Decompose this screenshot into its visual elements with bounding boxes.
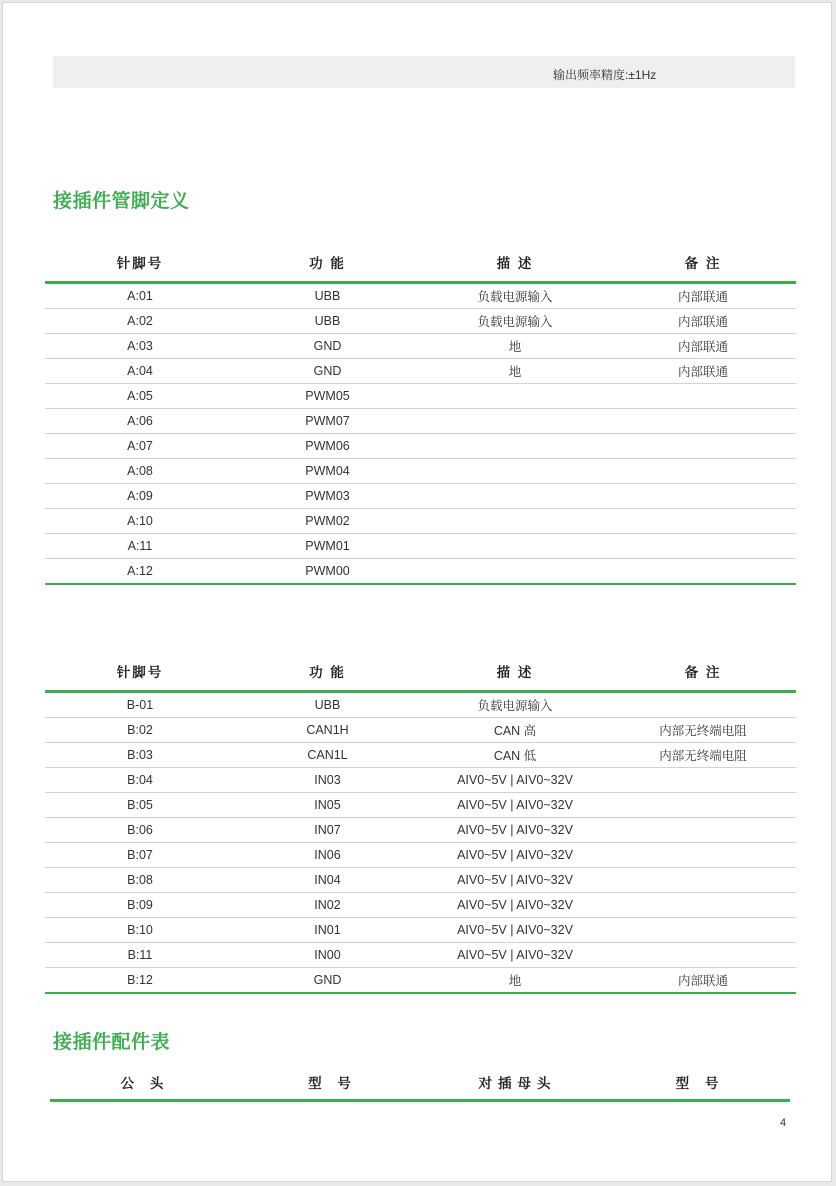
remark-cell	[610, 818, 796, 843]
remark-cell	[610, 868, 796, 893]
description-cell: AIV0~5V | AIV0~32V	[420, 918, 610, 943]
header-remark: 备 注	[610, 652, 796, 692]
pin-number-cell: B:07	[45, 843, 235, 868]
table-row	[45, 283, 796, 309]
table-row	[45, 692, 796, 718]
function-cell: GND	[235, 334, 420, 359]
pin-number-cell: A:06	[45, 409, 235, 434]
description-cell	[420, 534, 610, 559]
function-cell: PWM01	[235, 534, 420, 559]
function-cell: PWM02	[235, 509, 420, 534]
description-cell	[420, 559, 610, 585]
function-cell: IN05	[235, 793, 420, 818]
function-cell: IN01	[235, 918, 420, 943]
remark-cell	[610, 943, 796, 968]
remark-cell	[610, 434, 796, 459]
table-row	[45, 893, 796, 918]
header-pin-number: 针脚号	[45, 243, 235, 283]
remark-cell	[610, 484, 796, 509]
table-row	[45, 968, 796, 994]
table-row	[45, 309, 796, 334]
pin-number-cell: A:08	[45, 459, 235, 484]
function-cell: UBB	[235, 283, 420, 309]
function-cell: GND	[235, 359, 420, 384]
pin-table-a	[45, 243, 796, 585]
pin-number-cell: A:03	[45, 334, 235, 359]
table-row	[45, 534, 796, 559]
remark-cell	[610, 768, 796, 793]
description-cell: AIV0~5V | AIV0~32V	[420, 818, 610, 843]
description-cell: AIV0~5V | AIV0~32V	[420, 868, 610, 893]
pin-number-cell: A:11	[45, 534, 235, 559]
table-header-row	[45, 652, 796, 692]
section-title-parts: 接插件配件表	[53, 1032, 171, 1053]
pin-number-cell: A:12	[45, 559, 235, 585]
function-cell: CAN1L	[235, 743, 420, 768]
remark-cell	[610, 793, 796, 818]
table-row	[45, 918, 796, 943]
remark-cell: 内部联通	[610, 359, 796, 384]
remark-cell	[610, 459, 796, 484]
pin-number-cell: B:06	[45, 818, 235, 843]
function-cell: IN06	[235, 843, 420, 868]
header-description: 描 述	[420, 652, 610, 692]
remark-cell: 内部无终端电阻	[610, 718, 796, 743]
pin-number-cell: B:11	[45, 943, 235, 968]
table-header-row	[50, 1065, 790, 1101]
header-remark: 备 注	[610, 243, 796, 283]
remark-cell	[610, 559, 796, 585]
pin-number-cell: A:07	[45, 434, 235, 459]
description-cell: AIV0~5V | AIV0~32V	[420, 768, 610, 793]
pin-table-b	[45, 652, 796, 994]
table-row	[45, 559, 796, 585]
remark-cell	[610, 534, 796, 559]
remark-cell	[610, 918, 796, 943]
table-row	[45, 434, 796, 459]
function-cell: UBB	[235, 692, 420, 718]
table-row	[45, 768, 796, 793]
remark-cell: 内部联通	[610, 309, 796, 334]
table-row	[45, 334, 796, 359]
table-row	[45, 718, 796, 743]
table-row	[45, 484, 796, 509]
pin-number-cell: B:05	[45, 793, 235, 818]
remark-cell	[610, 692, 796, 718]
function-cell: IN02	[235, 893, 420, 918]
header-model-2: 型 号	[610, 1065, 790, 1101]
table-row	[45, 509, 796, 534]
function-cell: PWM05	[235, 384, 420, 409]
description-cell: 地	[420, 968, 610, 994]
freq-precision-text: 输出频率精度:±1Hz	[553, 68, 657, 82]
table-row	[45, 459, 796, 484]
remark-cell	[610, 843, 796, 868]
table-row	[45, 743, 796, 768]
pin-number-cell: B:08	[45, 868, 235, 893]
pin-number-cell: A:05	[45, 384, 235, 409]
remark-cell	[610, 893, 796, 918]
pin-number-cell: B:12	[45, 968, 235, 994]
function-cell: GND	[235, 968, 420, 994]
pin-number-cell: B:09	[45, 893, 235, 918]
table-row	[45, 793, 796, 818]
header-function: 功 能	[235, 243, 420, 283]
header-description: 描 述	[420, 243, 610, 283]
table-row	[45, 943, 796, 968]
function-cell: IN07	[235, 818, 420, 843]
pin-number-cell: A:02	[45, 309, 235, 334]
remark-cell	[610, 384, 796, 409]
parts-table	[50, 1065, 790, 1102]
remark-cell	[610, 409, 796, 434]
pin-number-cell: A:04	[45, 359, 235, 384]
function-cell: UBB	[235, 309, 420, 334]
table-row	[45, 359, 796, 384]
header-male-plug: 公 头	[50, 1065, 240, 1101]
page-number: 4	[780, 1117, 787, 1129]
function-cell: PWM06	[235, 434, 420, 459]
remark-cell	[610, 509, 796, 534]
description-cell: AIV0~5V | AIV0~32V	[420, 943, 610, 968]
description-cell: CAN 低	[420, 743, 610, 768]
description-cell: 负载电源输入	[420, 309, 610, 334]
description-cell: AIV0~5V | AIV0~32V	[420, 843, 610, 868]
table-row	[45, 384, 796, 409]
description-cell: 地	[420, 359, 610, 384]
pin-number-cell: A:09	[45, 484, 235, 509]
pin-number-cell: B:04	[45, 768, 235, 793]
table-row	[45, 409, 796, 434]
header-female-socket: 对插母头	[425, 1065, 610, 1101]
function-cell: PWM03	[235, 484, 420, 509]
description-cell	[420, 484, 610, 509]
header-model: 型 号	[240, 1065, 425, 1101]
description-cell: CAN 高	[420, 718, 610, 743]
description-cell	[420, 434, 610, 459]
table-header-row	[45, 243, 796, 283]
remark-cell: 内部联通	[610, 334, 796, 359]
pin-number-cell: A:10	[45, 509, 235, 534]
header-pin-number: 针脚号	[45, 652, 235, 692]
table-row	[45, 818, 796, 843]
table-row	[45, 843, 796, 868]
description-cell: AIV0~5V | AIV0~32V	[420, 893, 610, 918]
description-cell	[420, 509, 610, 534]
description-cell: 负载电源输入	[420, 692, 610, 718]
pin-number-cell: B:03	[45, 743, 235, 768]
spec-row	[53, 56, 795, 88]
remark-cell: 内部联通	[610, 968, 796, 994]
pin-number-cell: B:10	[45, 918, 235, 943]
function-cell: PWM00	[235, 559, 420, 585]
function-cell: PWM04	[235, 459, 420, 484]
remark-cell: 内部联通	[610, 283, 796, 309]
description-cell	[420, 409, 610, 434]
function-cell: CAN1H	[235, 718, 420, 743]
description-cell	[420, 459, 610, 484]
pin-number-cell: B:02	[45, 718, 235, 743]
function-cell: IN03	[235, 768, 420, 793]
header-function: 功 能	[235, 652, 420, 692]
description-cell: AIV0~5V | AIV0~32V	[420, 793, 610, 818]
function-cell: IN04	[235, 868, 420, 893]
table-row	[45, 868, 796, 893]
description-cell: 负载电源输入	[420, 283, 610, 309]
pin-number-cell: B-01	[45, 692, 235, 718]
function-cell: PWM07	[235, 409, 420, 434]
pin-number-cell: A:01	[45, 283, 235, 309]
document-page	[2, 2, 832, 1182]
description-cell	[420, 384, 610, 409]
description-cell: 地	[420, 334, 610, 359]
remark-cell: 内部无终端电阻	[610, 743, 796, 768]
section-title-pins: 接插件管脚定义	[53, 191, 190, 212]
function-cell: IN00	[235, 943, 420, 968]
